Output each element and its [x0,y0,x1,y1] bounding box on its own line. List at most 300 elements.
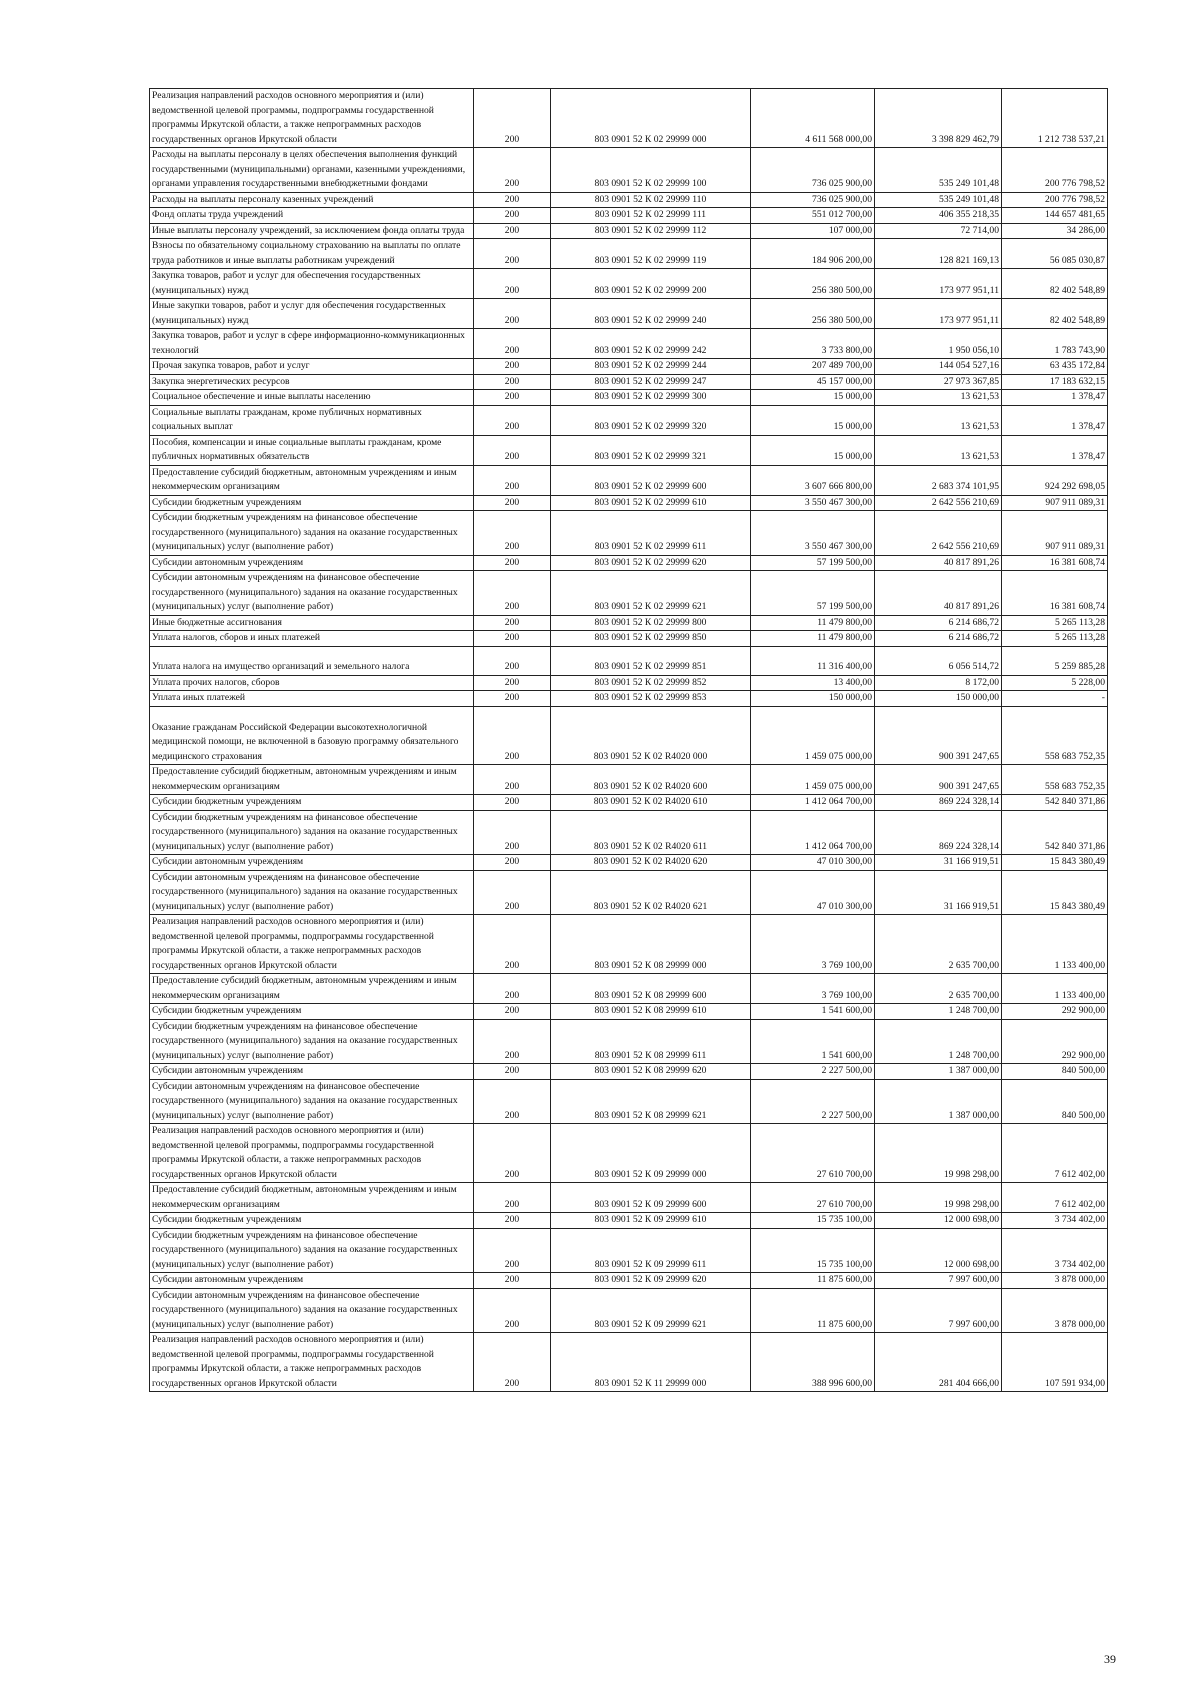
row-approved-cell: 207 489 700,00 [751,359,875,375]
row-name-cell [150,495,474,511]
row-executed-cell: 8 172,00 [875,675,1002,691]
row-remainder-cell: 7 612 402,00 [1002,1183,1108,1213]
row-classification-code-cell: 803 0901 52 К 02 29999 119 [551,239,751,269]
row-executed-cell: 128 821 169,13 [875,239,1002,269]
row-name-cell [150,1273,474,1289]
row-name-cell [150,1183,474,1213]
row-executed-cell: 6 056 514,72 [875,646,1002,675]
table-row [150,810,1108,855]
row-executed-cell: 12 000 698,00 [875,1228,1002,1273]
row-name-cell [150,915,474,974]
row-remainder-cell: 34 286,00 [1002,223,1108,239]
row-approved-cell: 27 610 700,00 [751,1183,875,1213]
table-row [150,1183,1108,1213]
row-approved-cell: 57 199 500,00 [751,555,875,571]
row-name-text: Реализация направлений расходов основного мероприятия и (или) ведомственной целевой программы, подпрограммы государственной программы Иркутской области, а также непрограммных расходов государственных органов Иркутской области [152,1125,434,1180]
row-classification-code-cell: 803 0901 52 К 02 29999 112 [551,223,751,239]
row-classification-code-cell: 803 0901 52 К 09 29999 611 [551,1228,751,1273]
row-code-cell: 200 [474,511,551,556]
row-name-cell [150,631,474,647]
row-name-text: Уплата иных платежей [152,692,246,703]
table-row [150,239,1108,269]
row-classification-code-cell: 803 0901 52 К 02 R4020 611 [551,810,751,855]
row-approved-cell: 47 010 300,00 [751,855,875,871]
row-classification-code-cell: 803 0901 52 К 02 29999 800 [551,615,751,631]
row-name-cell [150,615,474,631]
row-code-cell: 200 [474,359,551,375]
row-remainder-cell: 16 381 608,74 [1002,571,1108,616]
row-name-cell [150,1333,474,1392]
row-approved-cell: 551 012 700,00 [751,208,875,224]
row-approved-cell: 45 157 000,00 [751,374,875,390]
table-row [150,615,1108,631]
row-classification-code-cell: 803 0901 52 К 09 29999 000 [551,1124,751,1183]
row-remainder-cell: 3 878 000,00 [1002,1288,1108,1333]
row-name-text: Пособия, компенсации и иные социальные выплаты гражданам, кроме публичных нормативных обязательств [152,436,442,462]
row-executed-cell: 6 214 686,72 [875,615,1002,631]
row-approved-cell: 11 316 400,00 [751,646,875,675]
table-row [150,223,1108,239]
row-executed-cell: 2 635 700,00 [875,915,1002,974]
row-code-cell: 200 [474,269,551,299]
row-executed-cell: 19 998 298,00 [875,1183,1002,1213]
row-name-text: Субсидии бюджетным учреждениям на финансовое обеспечение государственного (муниципального) задания на оказание государственных (муниципальных) услуг (выполнение работ) [152,1020,458,1061]
row-name-text: Субсидии автономным учреждениям на финансовое обеспечение государственного (муниципального) задания на оказание государственных (муниципальных) услуг (выполнение работ) [152,1080,458,1121]
row-approved-cell: 736 025 900,00 [751,148,875,193]
row-executed-cell: 869 224 328,14 [875,810,1002,855]
row-remainder-cell: 907 911 089,31 [1002,495,1108,511]
table-row [150,571,1108,616]
table-row [150,329,1108,359]
row-code-cell: 200 [474,1183,551,1213]
table-row [150,870,1108,915]
table-row [150,465,1108,495]
row-name-text: Реализация направлений расходов основного мероприятия и (или) ведомственной целевой программы, подпрограммы государственной программы Иркутской области, а также непрограммных расходов государственных органов Иркутской области [152,90,434,145]
row-code-cell: 200 [474,495,551,511]
row-remainder-cell: 558 683 752,35 [1002,765,1108,795]
row-approved-cell: 15 735 100,00 [751,1228,875,1273]
table-row [150,208,1108,224]
table-row [150,1228,1108,1273]
table-row [150,1288,1108,1333]
table-row [150,691,1108,707]
table-row [150,299,1108,329]
row-name-cell [150,148,474,193]
row-name-cell [150,1004,474,1020]
row-name-text: Социальное обеспечение и иные выплаты населению [152,391,371,402]
row-code-cell: 200 [474,1273,551,1289]
row-remainder-cell: 3 878 000,00 [1002,1273,1108,1289]
row-approved-cell: 256 380 500,00 [751,269,875,299]
table-row [150,390,1108,406]
row-executed-cell: 150 000,00 [875,691,1002,707]
table-row [150,631,1108,647]
row-executed-cell: 2 635 700,00 [875,974,1002,1004]
row-remainder-cell: 1 378,47 [1002,390,1108,406]
row-approved-cell: 3 769 100,00 [751,974,875,1004]
row-classification-code-cell: 803 0901 52 К 02 29999 320 [551,405,751,435]
row-approved-cell: 57 199 500,00 [751,571,875,616]
row-approved-cell: 150 000,00 [751,691,875,707]
table-row [150,374,1108,390]
table-row [150,1019,1108,1064]
row-name-text: Субсидии бюджетным учреждениям на финансовое обеспечение государственного (муниципального) задания на оказание государственных (муниципальных) услуг (выполнение работ) [152,1229,458,1270]
row-approved-cell: 11 875 600,00 [751,1288,875,1333]
row-approved-cell: 388 996 600,00 [751,1333,875,1392]
row-approved-cell: 15 000,00 [751,435,875,465]
row-classification-code-cell: 803 0901 52 К 02 R4020 620 [551,855,751,871]
row-approved-cell: 184 906 200,00 [751,239,875,269]
row-code-cell: 200 [474,555,551,571]
row-code-cell: 200 [474,1064,551,1080]
row-name-text: Субсидии бюджетным учреждениям на финансовое обеспечение государственного (муниципального) задания на оказание государственных (муниципальных) услуг (выполнение работ) [152,811,458,852]
row-executed-cell: 535 249 101,48 [875,192,1002,208]
row-code-cell: 200 [474,208,551,224]
row-remainder-cell: 3 734 402,00 [1002,1228,1108,1273]
row-code-cell: 200 [474,465,551,495]
row-code-cell: 200 [474,148,551,193]
row-name-cell [150,810,474,855]
row-name-text: Расходы на выплаты персоналу казенных учреждений [152,193,374,205]
row-approved-cell: 1 459 075 000,00 [751,706,875,765]
row-executed-cell: 13 621,53 [875,435,1002,465]
row-executed-cell: 19 998 298,00 [875,1124,1002,1183]
row-code-cell: 200 [474,915,551,974]
table-row [150,765,1108,795]
table-row [150,1333,1108,1392]
row-remainder-cell: 5 228,00 [1002,675,1108,691]
row-executed-cell: 1 387 000,00 [875,1079,1002,1124]
row-approved-cell: 2 227 500,00 [751,1079,875,1124]
row-remainder-cell: 542 840 371,86 [1002,810,1108,855]
row-approved-cell: 256 380 500,00 [751,299,875,329]
row-code-cell: 200 [474,192,551,208]
row-remainder-cell: - [1002,691,1108,707]
row-name-cell [150,870,474,915]
row-approved-cell: 15 000,00 [751,405,875,435]
table-row [150,192,1108,208]
row-executed-cell: 3 398 829 462,79 [875,89,1002,148]
row-remainder-cell: 840 500,00 [1002,1079,1108,1124]
row-executed-cell: 40 817 891,26 [875,571,1002,616]
row-remainder-cell: 292 900,00 [1002,1004,1108,1020]
row-remainder-cell: 5 265 113,28 [1002,615,1108,631]
table-row [150,974,1108,1004]
row-name-text: Субсидии бюджетным учреждениям [152,1214,302,1225]
table-row [150,795,1108,811]
row-name-text: Закупка товаров, работ и услуг в сфере информационно-коммуникационных технологий [152,330,465,356]
row-name-text: Иные бюджетные ассигнования [152,616,282,628]
row-executed-cell: 900 391 247,65 [875,765,1002,795]
row-executed-cell: 6 214 686,72 [875,631,1002,647]
row-approved-cell: 1 459 075 000,00 [751,765,875,795]
row-name-cell [150,511,474,556]
row-code-cell: 200 [474,1288,551,1333]
row-name-text: Предоставление субсидий бюджетным, автономным учреждениям и иным некоммерческим организациям [152,466,457,492]
row-classification-code-cell: 803 0901 52 К 08 29999 621 [551,1079,751,1124]
row-code-cell: 200 [474,1079,551,1124]
row-name-cell [150,223,474,239]
table-row [150,555,1108,571]
row-approved-cell: 27 610 700,00 [751,1124,875,1183]
row-approved-cell: 15 735 100,00 [751,1213,875,1229]
row-name-cell [150,691,474,707]
table-row [150,855,1108,871]
row-remainder-cell: 107 591 934,00 [1002,1333,1108,1392]
row-code-cell: 200 [474,571,551,616]
table-row [150,1064,1108,1080]
row-classification-code-cell: 803 0901 52 К 02 29999 111 [551,208,751,224]
row-approved-cell: 11 875 600,00 [751,1273,875,1289]
row-name-text: Субсидии автономным учреждениям на финансовое обеспечение государственного (муниципального) задания на оказание государственных (муниципальных) услуг (выполнение работ) [152,1289,458,1330]
row-classification-code-cell: 803 0901 52 К 02 R4020 610 [551,795,751,811]
row-remainder-cell: 5 265 113,28 [1002,631,1108,647]
row-executed-cell: 13 621,53 [875,390,1002,406]
row-name-cell [150,359,474,375]
row-classification-code-cell: 803 0901 52 К 02 R4020 000 [551,706,751,765]
table-row [150,706,1108,765]
table-row [150,495,1108,511]
row-remainder-cell: 542 840 371,86 [1002,795,1108,811]
row-classification-code-cell: 803 0901 52 К 02 R4020 621 [551,870,751,915]
row-classification-code-cell: 803 0901 52 К 02 29999 242 [551,329,751,359]
row-name-text: Предоставление субсидий бюджетным, автономным учреждениям и иным некоммерческим организациям [152,1184,457,1210]
row-name-text: Закупка энергетических ресурсов [152,375,290,387]
row-classification-code-cell: 803 0901 52 К 08 29999 600 [551,974,751,1004]
row-classification-code-cell: 803 0901 52 К 02 29999 100 [551,148,751,193]
row-code-cell: 200 [474,374,551,390]
row-executed-cell: 1 950 056,10 [875,329,1002,359]
row-name-text: Прочая закупка товаров, работ и услуг [152,360,310,371]
row-classification-code-cell: 803 0901 52 К 02 29999 850 [551,631,751,647]
row-name-text: Оказание гражданам Российской Федерации высокотехнологичной медицинской помощи, не включенной в базовую программу обязательного медицинского страхования [152,721,459,762]
row-name-cell [150,1228,474,1273]
table-row [150,89,1108,148]
row-executed-cell: 2 642 556 210,69 [875,511,1002,556]
row-approved-cell: 3 607 666 800,00 [751,465,875,495]
row-code-cell: 200 [474,706,551,765]
row-executed-cell: 72 714,00 [875,223,1002,239]
table-row [150,675,1108,691]
row-name-cell [150,390,474,406]
row-classification-code-cell: 803 0901 52 К 08 29999 611 [551,1019,751,1064]
row-name-text: Реализация направлений расходов основного мероприятия и (или) ведомственной целевой программы, подпрограммы государственной программы Иркутской области, а также непрограммных расходов государственных органов Иркутской области [152,916,434,971]
row-classification-code-cell: 803 0901 52 К 09 29999 620 [551,1273,751,1289]
row-code-cell: 200 [474,390,551,406]
row-name-cell [150,208,474,224]
row-code-cell: 200 [474,691,551,707]
table-row [150,646,1108,675]
row-name-cell [150,1124,474,1183]
row-name-cell [150,239,474,269]
row-executed-cell: 281 404 666,00 [875,1333,1002,1392]
row-executed-cell: 31 166 919,51 [875,870,1002,915]
row-name-text: Взносы по обязательному социальному страхованию на выплаты по оплате труда работников и иные выплаты работникам учреждений [152,240,461,266]
budget-table-body [150,89,1108,1392]
row-classification-code-cell: 803 0901 52 К 02 29999 851 [551,646,751,675]
row-executed-cell: 31 166 919,51 [875,855,1002,871]
row-name-text: Предоставление субсидий бюджетным, автономным учреждениям и иным некоммерческим организациям [152,975,457,1001]
row-name-text: Социальные выплаты гражданам, кроме публичных нормативных социальных выплат [152,406,422,432]
row-classification-code-cell: 803 0901 52 К 02 29999 600 [551,465,751,495]
row-name-text: Уплата налога на имущество организаций и земельного налога [152,661,410,672]
row-classification-code-cell: 803 0901 52 К 02 29999 610 [551,495,751,511]
row-approved-cell: 11 479 800,00 [751,615,875,631]
row-remainder-cell: 56 085 030,87 [1002,239,1108,269]
row-classification-code-cell: 803 0901 52 К 02 29999 852 [551,675,751,691]
row-name-cell [150,675,474,691]
row-name-text: Субсидии автономным учреждениям на финансовое обеспечение государственного (муниципального) задания на оказание государственных (муниципальных) услуг (выполнение работ) [152,572,458,612]
row-code-cell: 200 [474,870,551,915]
row-name-cell [150,465,474,495]
row-remainder-cell: 7 612 402,00 [1002,1124,1108,1183]
row-remainder-cell: 1 378,47 [1002,435,1108,465]
row-classification-code-cell: 803 0901 52 К 02 29999 321 [551,435,751,465]
row-classification-code-cell: 803 0901 52 К 02 29999 200 [551,269,751,299]
row-executed-cell: 2 642 556 210,69 [875,495,1002,511]
row-name-cell [150,435,474,465]
row-name-text: Реализация направлений расходов основного мероприятия и (или) ведомственной целевой программы, подпрограммы государственной программы Иркутской области, а также непрограммных расходов государственных органов Иркутской области [152,1334,434,1389]
row-name-text: Уплата прочих налогов, сборов [152,676,280,688]
row-name-cell [150,1288,474,1333]
row-name-cell [150,646,474,675]
row-remainder-cell: 15 843 380,49 [1002,855,1108,871]
row-executed-cell: 13 621,53 [875,405,1002,435]
row-name-text: Субсидии автономным учреждениям [152,556,304,568]
table-row [150,511,1108,556]
row-executed-cell: 12 000 698,00 [875,1213,1002,1229]
row-approved-cell: 107 000,00 [751,223,875,239]
row-approved-cell: 1 412 064 700,00 [751,810,875,855]
row-executed-cell: 27 973 367,85 [875,374,1002,390]
row-name-cell [150,192,474,208]
row-code-cell: 200 [474,810,551,855]
row-classification-code-cell: 803 0901 52 К 02 29999 244 [551,359,751,375]
row-executed-cell: 7 997 600,00 [875,1273,1002,1289]
row-remainder-cell: 144 657 481,65 [1002,208,1108,224]
table-row [150,435,1108,465]
row-remainder-cell: 840 500,00 [1002,1064,1108,1080]
row-code-cell: 200 [474,765,551,795]
row-name-text: Закупка товаров, работ и услуг для обеспечения государственных (муниципальных) нужд [152,270,421,296]
row-code-cell: 200 [474,675,551,691]
row-remainder-cell: 1 133 400,00 [1002,915,1108,974]
page-number: 39 [1104,1652,1116,1666]
row-name-text: Субсидии бюджетным учреждениям [152,496,302,508]
table-row [150,359,1108,375]
table-row [150,1273,1108,1289]
row-name-cell [150,1079,474,1124]
row-remainder-cell: 3 734 402,00 [1002,1213,1108,1229]
row-executed-cell: 173 977 951,11 [875,269,1002,299]
row-name-cell [150,855,474,871]
row-remainder-cell: 292 900,00 [1002,1019,1108,1064]
row-code-cell: 200 [474,855,551,871]
row-classification-code-cell: 803 0901 52 К 02 29999 621 [551,571,751,616]
row-remainder-cell: 82 402 548,89 [1002,299,1108,329]
row-code-cell: 200 [474,329,551,359]
row-name-cell [150,1019,474,1064]
row-name-cell [150,329,474,359]
row-code-cell: 200 [474,646,551,675]
row-name-text: Субсидии автономным учреждениям на финансовое обеспечение государственного (муниципального) задания на оказание государственных (муниципальных) услуг (выполнение работ) [152,871,458,912]
row-classification-code-cell: 803 0901 52 К 02 29999 611 [551,511,751,556]
row-name-text: Предоставление субсидий бюджетным, автономным учреждениям и иным некоммерческим организациям [152,766,457,792]
row-remainder-cell: 17 183 632,15 [1002,374,1108,390]
row-approved-cell: 1 541 600,00 [751,1004,875,1020]
row-remainder-cell: 1 378,47 [1002,405,1108,435]
row-executed-cell: 1 387 000,00 [875,1064,1002,1080]
row-classification-code-cell: 803 0901 52 К 08 29999 000 [551,915,751,974]
row-name-cell [150,974,474,1004]
table-row [150,1004,1108,1020]
row-approved-cell: 1 412 064 700,00 [751,795,875,811]
row-remainder-cell: 5 259 885,28 [1002,646,1108,675]
row-remainder-cell: 16 381 608,74 [1002,555,1108,571]
row-name-text: Субсидии автономным учреждениям [152,1065,304,1076]
row-name-text: Иные выплаты персоналу учреждений, за исключением фонда оплаты труда [152,224,465,236]
row-code-cell: 200 [474,1124,551,1183]
row-classification-code-cell: 803 0901 52 К 09 29999 621 [551,1288,751,1333]
row-approved-cell: 3 550 467 300,00 [751,495,875,511]
row-approved-cell: 3 769 100,00 [751,915,875,974]
row-executed-cell: 7 997 600,00 [875,1288,1002,1333]
row-code-cell: 200 [474,223,551,239]
row-approved-cell: 11 479 800,00 [751,631,875,647]
row-name-cell [150,405,474,435]
row-classification-code-cell: 803 0901 52 К 02 R4020 600 [551,765,751,795]
table-row [150,1213,1108,1229]
row-name-cell [150,1064,474,1080]
row-name-cell [150,555,474,571]
row-code-cell: 200 [474,1213,551,1229]
row-approved-cell: 3 550 467 300,00 [751,511,875,556]
row-code-cell: 200 [474,974,551,1004]
row-name-cell [150,1213,474,1229]
row-code-cell: 200 [474,1228,551,1273]
table-row [150,405,1108,435]
row-remainder-cell: 200 776 798,52 [1002,192,1108,208]
row-executed-cell: 900 391 247,65 [875,706,1002,765]
row-name-cell [150,374,474,390]
row-classification-code-cell: 803 0901 52 К 08 29999 610 [551,1004,751,1020]
row-executed-cell: 40 817 891,26 [875,555,1002,571]
row-name-text: Расходы на выплаты персоналу в целях обеспечения выполнения функций государственными (муниципальными) органами, казенными учреждениями, органами управления государственными внебюджетными фондами [152,149,466,189]
row-code-cell: 200 [474,405,551,435]
table-row [150,915,1108,974]
row-name-cell [150,706,474,765]
row-classification-code-cell: 803 0901 52 К 11 29999 000 [551,1333,751,1392]
row-remainder-cell: 1 133 400,00 [1002,974,1108,1004]
row-name-text: Уплата налогов, сборов и иных платежей [152,632,321,643]
row-classification-code-cell: 803 0901 52 К 02 29999 300 [551,390,751,406]
row-name-text: Субсидии автономным учреждениям [152,1274,304,1285]
row-name-cell [150,571,474,616]
row-code-cell: 200 [474,239,551,269]
row-code-cell: 200 [474,1019,551,1064]
row-name-text: Субсидии автономным учреждениям [152,856,304,867]
row-remainder-cell: 200 776 798,52 [1002,148,1108,193]
row-remainder-cell: 63 435 172,84 [1002,359,1108,375]
row-executed-cell: 1 248 700,00 [875,1004,1002,1020]
row-executed-cell: 535 249 101,48 [875,148,1002,193]
row-name-cell [150,299,474,329]
row-code-cell: 200 [474,795,551,811]
row-name-cell [150,765,474,795]
row-name-cell [150,89,474,148]
row-executed-cell: 406 355 218,35 [875,208,1002,224]
row-code-cell: 200 [474,299,551,329]
